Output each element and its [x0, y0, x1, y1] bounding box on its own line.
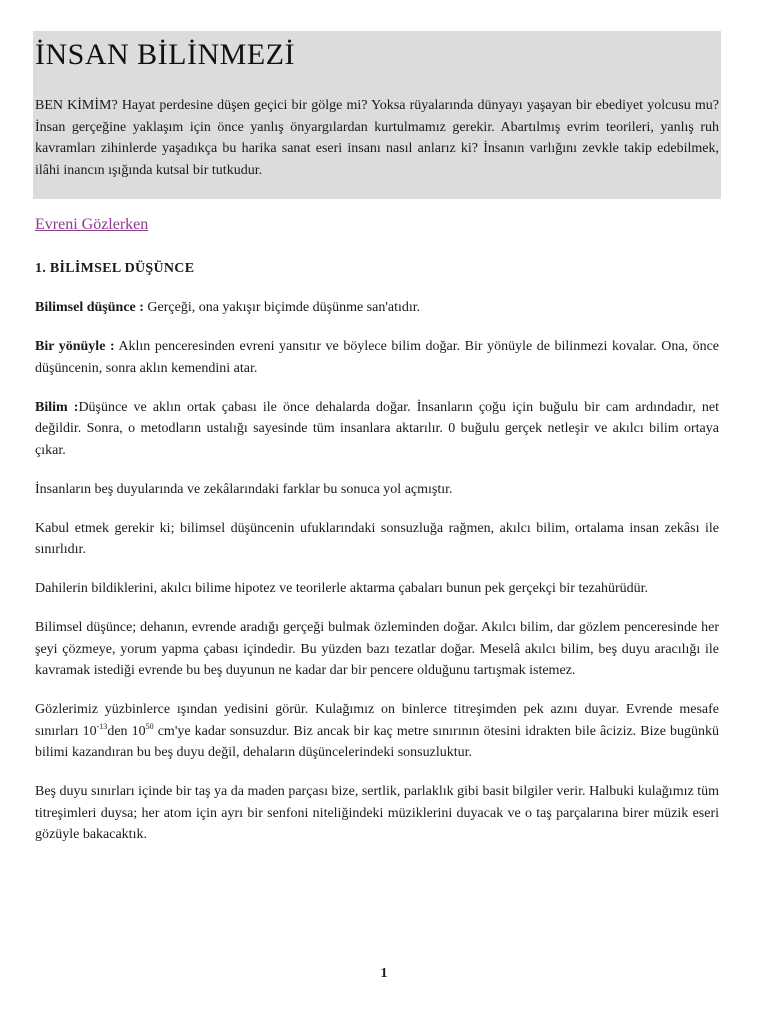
superscript: -13 — [96, 721, 108, 731]
paragraph — [35, 297, 719, 319]
header-box — [33, 31, 721, 199]
term-label: Bilim : — [35, 399, 79, 415]
paragraph — [35, 699, 719, 764]
intro-paragraph: BEN KİMİM? Hayat perdesine düşen geçici bir gölge mi? Yoksa rüyalarında dünyayı yaşayan bir ebediyet yolcusu mu? İnsan gerçeğine yaklaşım için önce yanlış önyargılardan kurtulmamız gerekir. Abartılmış evrim teorileri, yanlış ruh kavramları zihinlerde yaşadıkça bu harika sanat eseri insanı nasıl anlarız ki? İnsanın varlığını zevkle takip edebilmek, ilâhi inancın ışığında kutsal bir tutkudur. — [35, 98, 719, 178]
paragraph: Dahilerin bildiklerini, akılcı bilime hipotez ve teorilerle aktarma çabaları bunun pek gerçekçi bir tezahürüdür. — [35, 581, 649, 596]
term-label: Bilimsel düşünce : — [35, 300, 144, 315]
section-link[interactable]: Evreni Gözlerken — [35, 216, 149, 233]
paragraph: Beş duyu sınırları içinde bir taş ya da maden parçası bize, sertlik, parlaklık gibi basit bilgiler verir. Halbuki kulağımız tüm titreşimleri duysa; her atom için ayrı bir senfoni niteliğindeki müziklerini duyacak ve o taş parçalarına birer müzik eseri gözüyle bakacaktık. — [35, 784, 719, 842]
paragraph: Kabul etmek gerekir ki; bilimsel düşüncenin ufuklarındaki sonsuzluğa rağmen, akılcı bilim, ortalama insan zekâsı ile sınırlıdır. — [35, 520, 719, 557]
term-label: Bir yönüyle : — [35, 339, 115, 354]
paragraph-text: Düşünce ve aklın ortak çabası ile önce dehalarda doğar. İnsanların çoğu için buğulu bir cam ardındadır, net değildir. Sonra, o metodların ustalığı sayesinde tüm insanlara aktarılır. 0 buğulu gerçek netleşir ve akılcı bilim ortaya çıkar. — [35, 399, 719, 458]
paragraph — [35, 336, 719, 379]
page-title: İNSAN BİLİNMEZİ — [35, 38, 295, 71]
body-content — [35, 258, 719, 863]
paragraph-text: Gerçeği, ona yakışır biçimde düşünme san'atıdır. — [143, 300, 421, 315]
paragraph — [35, 397, 719, 462]
paragraph-text: den 10 — [107, 723, 146, 739]
paragraph-text: Aklın penceresinden evreni yansıtır ve böylece bilim doğar. Bir yönüyle de bilinmezi kovalar. Ona, önce düşüncenin, sonra aklın kemendini atar. — [35, 339, 720, 376]
paragraph-text: Gözlerimiz yüzbinlerce ışından yedisini görür. Kulağımız on binlerce titreşimden pek azını duyar. Evrende mesafe sınırları 10 — [35, 702, 719, 739]
paragraph-text: cm'ye kadar sonsuzdur. Biz ancak bir kaç metre sınırının ötesini idrakten bile âciziz. Bize bugünkü bilimi kazandıran bu beş duyu değil, dehaların düşüncelerindeki sonsuzluktur. — [35, 723, 720, 760]
section-heading: 1. BİLİMSEL DÜŞÜNCE — [35, 261, 195, 276]
paragraph: İnsanların beş duyularında ve zekâlarındaki farklar bu sonuca yol açmıştır. — [35, 481, 453, 497]
page-number: 1 — [380, 966, 388, 981]
superscript: 50 — [145, 721, 154, 731]
paragraph: Bilimsel düşünce; dehanın, evrende aradığı gerçeği bulmak özleminden doğar. Akılcı bilim, dar gözlem penceresinde her şeyi çözmeye, yorum yapma çabası içindedir. Bu yüzden bazı tezatlar doğar. Meselâ akılcı bilim, beş duyu aracılığı ile kavramak istediği evrende bu beş duyunun ne kadar dar bir pencere olduğunu tartışmak istemez. — [35, 620, 719, 678]
